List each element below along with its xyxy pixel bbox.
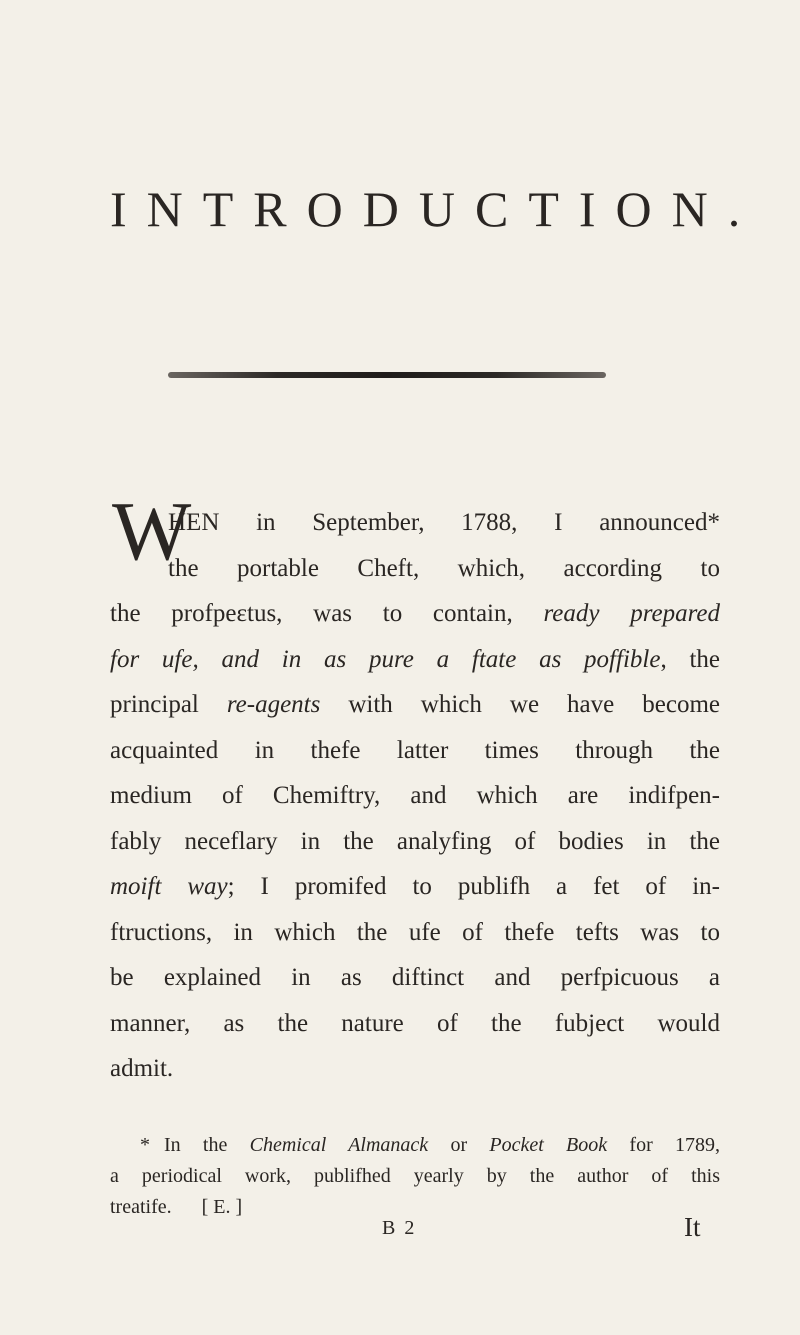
text-line: fably neceflary in the analyfing of bodies in the <box>110 827 720 855</box>
text-line: HEN in September, 1788, I announced* <box>168 509 720 536</box>
text-line: manner, as the nature of the fubject would <box>110 1009 720 1037</box>
text-line: ftructions, in which the ufe of thefe tefts was to <box>110 918 720 946</box>
drop-cap: W <box>112 485 192 578</box>
text-line: be explained in as diftinct and perfpicuous a <box>110 964 720 991</box>
text-line: the portable Cheft, which, according to <box>168 554 720 582</box>
text-line: principal re-agents with which we have become <box>110 691 720 718</box>
introduction-paragraph <box>110 500 720 1092</box>
footnote <box>110 1130 720 1223</box>
signature-mark: B 2 <box>382 1217 417 1239</box>
chapter-heading: INTRODUCTION. <box>110 181 761 237</box>
text-line: the profpeɛtus, was to contain, ready prepared <box>110 600 720 627</box>
footnote-marker: * <box>140 1134 150 1156</box>
footnote-line: treatife. [ E. ] <box>110 1196 243 1218</box>
footnote-line: a periodical work, publifhed yearly by the author of this <box>110 1165 720 1187</box>
decorative-rule <box>168 372 606 378</box>
catchword: It <box>684 1212 701 1242</box>
text-line: for ufe, and in as pure a ftate as poffible, the <box>110 645 721 673</box>
footnote-line: * In the Chemical Almanack or Pocket Book for 1789, <box>140 1134 720 1156</box>
text-line: moift way; I promifed to publifh a fet of in- <box>110 873 720 900</box>
text-line: acquainted in thefe latter times through the <box>110 736 720 764</box>
text-line: medium of Chemiftry, and which are indifpen- <box>110 782 720 809</box>
text-line: admit. <box>110 1055 174 1082</box>
